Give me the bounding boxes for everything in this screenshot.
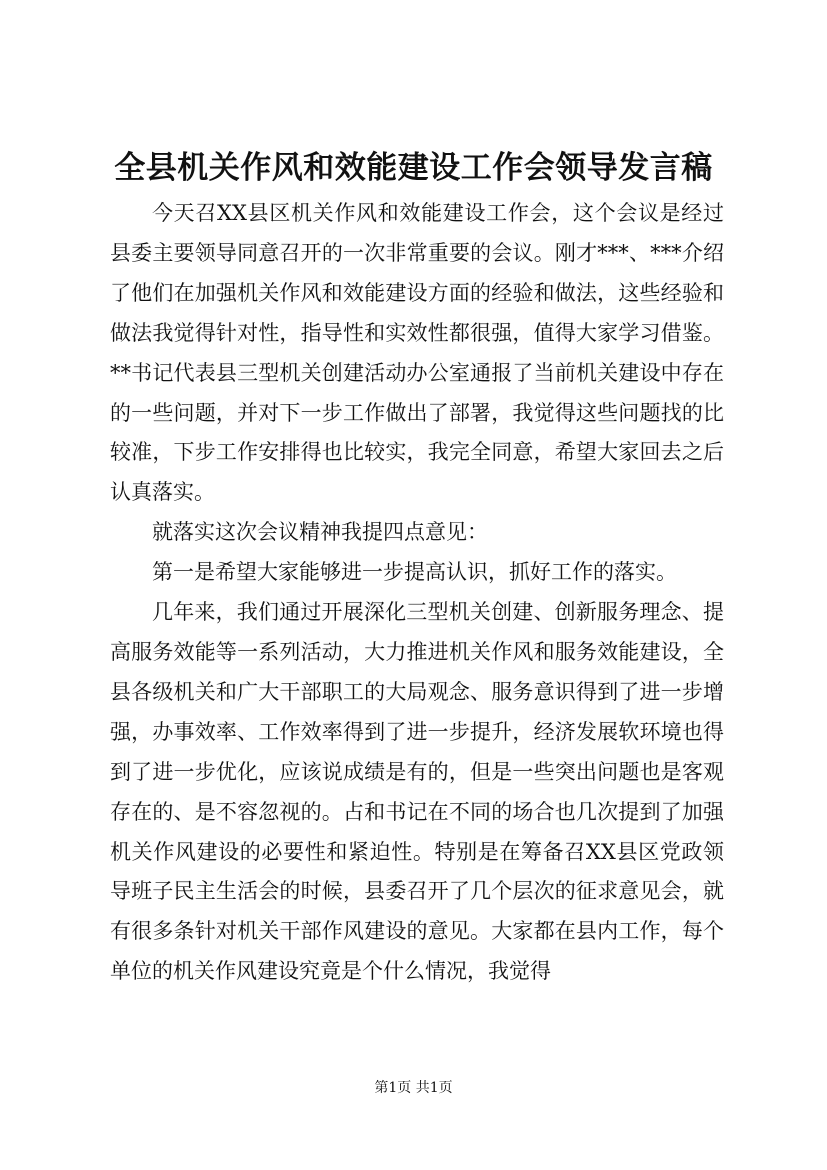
paragraph-intro: 今天召XX县区机关作风和效能建设工作会，这个会议是经过县委主要领导同意召开的一次非常重要的会议。刚才***、***介绍了他们在加强机关作风和效能建设方面的经验和做法，这些经验和做法我觉得针对性，指导性和实效性都很强，值得大家学习借鉴。**书记代表县三型机关创建活动办公室通报了当前机关建设中存在的一些问题，并对下一步工作做出了部署，我觉得这些问题找的比较准，下步工作安排得也比较实，我完全同意，希望大家回去之后认真落实。: [110, 201, 724, 505]
paragraph-first-point: 第一是希望大家能够进一步提高认识，抓好工作的落实。: [152, 560, 677, 585]
paragraph-background: 几年来，我们通过开展深化三型机关创建、创新服务理念、提高服务效能等一系列活动，大力推进机关作风和服务效能建设，全县各级机关和广大干部职工的大局观念、服务意识得到了进一步增强，办事效率、工作效率得到了进一步提升，经济发展软环境也得到了进一步优化，应该说成绩是有的，但是一些突出问题也是客观存在的、是不容忽视的。占和书记在不同的场合也几次提到了加强机关作风建设的必要性和紧迫性。特别是在筹备召XX县区党政领导班子民主生活会的时候，县委召开了几个层次的征求意见会，就有很多条针对机关干部作风建设的意见。大家都在县内工作，每个单位的机关作风建设究竟是个什么情况，我觉得: [110, 600, 724, 984]
paragraph-four-opinions: 就落实这次会议精神我提四点意见：: [152, 520, 488, 545]
page-number-footer: 第1页 共1页: [374, 1080, 453, 1096]
document-title: 全县机关作风和效能建设工作会领导发言稿: [114, 150, 713, 186]
document-body: [110, 194, 724, 992]
